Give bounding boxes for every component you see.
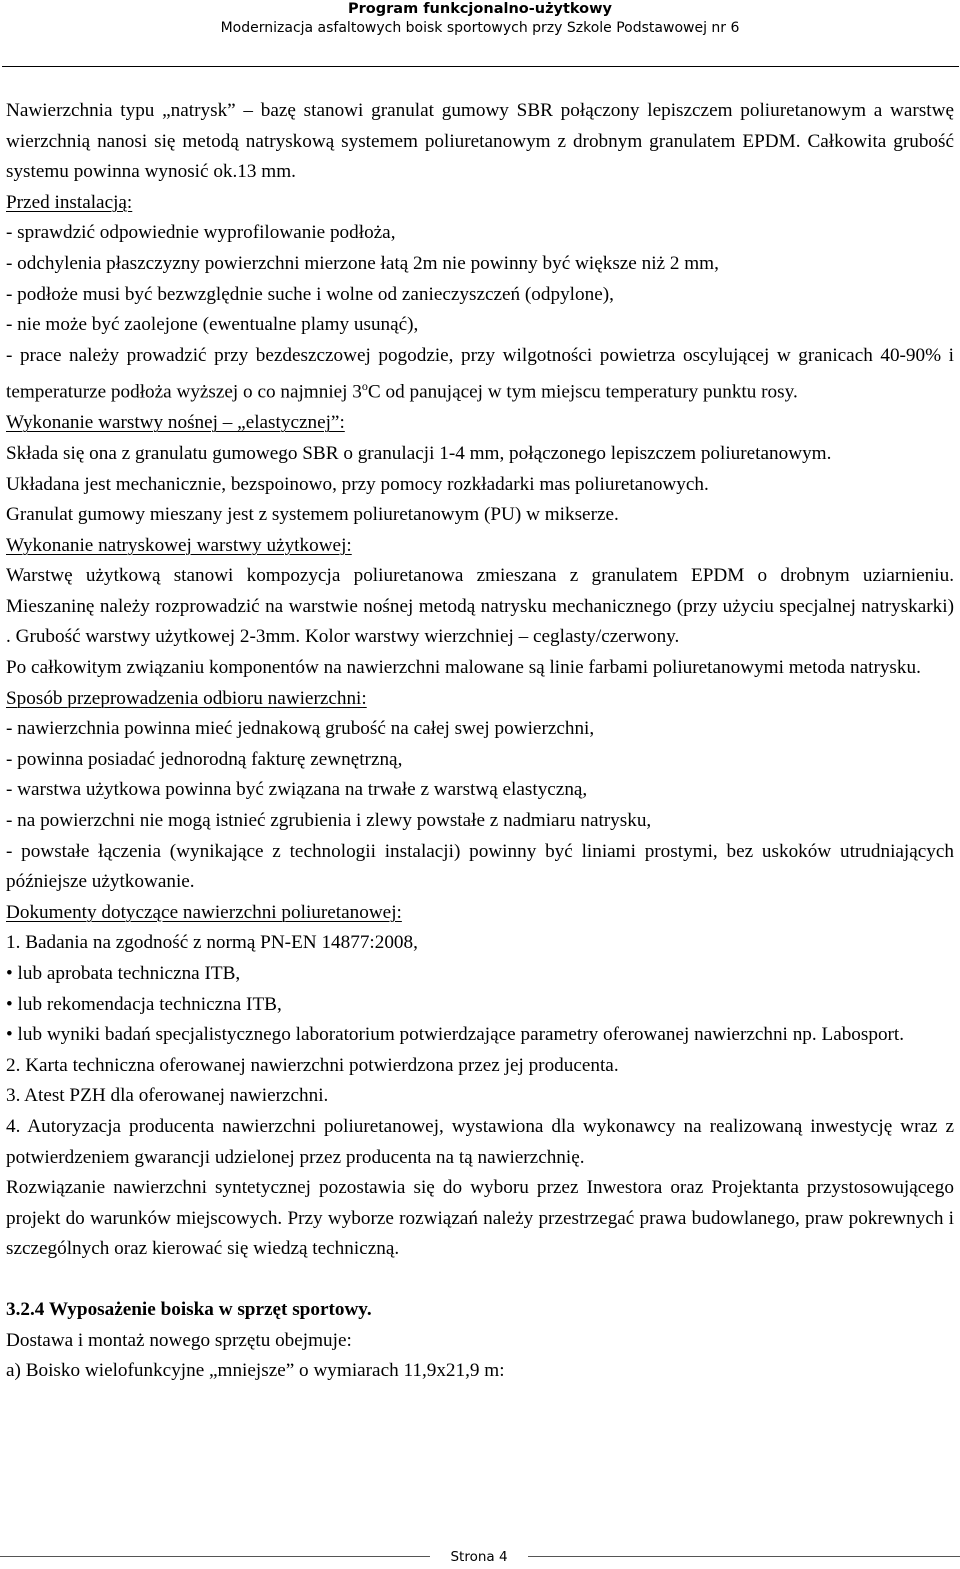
footer-divider-left: [0, 1556, 430, 1557]
elastic-layer-heading: Wykonanie warstwy nośnej – „elastycznej”:: [6, 412, 345, 434]
page-header: [0, 0, 960, 68]
list-item: - powstałe łączenia (wynikające z technologii instalacji) powinny być liniami prostymi, bez uskoków utrudniających późniejsze użytkowanie.: [6, 840, 954, 893]
closing-paragraph: Rozwiązanie nawierzchni syntetycznej pozostawia się do wyboru przez Inwestora oraz Projektanta przystosowującego projekt do warunków miejscowych. Przy wyborze rozwiązań należy przestrzegać prawa budowlanego, praw pokrewnych i szczególnych oraz kierować się wiedzą techniczną.: [6, 1177, 954, 1260]
list-item: 2. Karta techniczna oferowanej nawierzchni potwierdzona przez jej producenta.: [6, 1054, 619, 1076]
footer-divider-right: [528, 1556, 960, 1557]
list-item: - warstwa użytkowa powinna być związana na trwałe z warstwą elastyczną,: [6, 779, 588, 801]
weather-item-start: - prace należy prowadzić przy bezdeszczowej pogodzie, przy wilgotności powietrza oscylującej w granicach 40-90% i temperaturze podłoża wyższej o co najmniej 3: [6, 344, 954, 403]
section-spacer: [6, 1265, 954, 1295]
list-item: - sprawdzić odpowiednie wyprofilowanie podłoża,: [6, 222, 396, 244]
delivery-paragraph: Dostawa i montaż nowego sprzętu obejmuje:: [6, 1329, 352, 1351]
document-subtitle: Modernizacja asfaltowych boisk sportowych przy Szkole Podstawowej nr 6: [220, 20, 740, 36]
list-item: - powinna posiadać jednorodną fakturę zewnętrzną,: [6, 748, 403, 770]
list-item: - na powierzchni nie mogą istnieć zgrubienia i zlewy powstałe z nadmiaru natrysku,: [6, 810, 652, 832]
page-footer: [0, 1546, 960, 1569]
list-item: - odchylenia płaszczyzny powierzchni mierzone łatą 2m nie powinny być większe niż 2 mm,: [6, 252, 719, 274]
degree-superscript: o: [361, 379, 368, 394]
acceptance-heading: Sposób przeprowadzenia odbioru nawierzchni:: [6, 687, 367, 709]
list-item: 1. Badania na zgodność z normą PN-EN 14877:2008,: [6, 932, 418, 954]
spray-layer-heading: Wykonanie natryskowej warstwy użytkowej:: [6, 534, 352, 556]
list-item: • lub aprobata techniczna ITB,: [6, 963, 241, 985]
weather-item-end: C od panującej w tym miejscu temperatury punktu rosy.: [367, 381, 798, 403]
section-heading: 3.2.4 Wyposażenie boiska w sprzęt sportowy.: [6, 1298, 372, 1320]
elastic-paragraph: Granulat gumowy mieszany jest z systemem poliuretanowym (PU) w mikserze.: [6, 504, 619, 526]
before-install-heading: Przed instalacją:: [6, 191, 133, 213]
list-item: • lub wyniki badań specjalistycznego laboratorium potwierdzające parametry oferowanej nawierzchni np. Labosport.: [6, 1024, 905, 1046]
intro-paragraph: Nawierzchnia typu „natrysk” – bazę stanowi granulat gumowy SBR połączony lepiszczem poliuretanowym a warstwę wierzchnią nanosi się metodą natryskową systemem poliuretanowym z drobnym granulatem EPDM. Całkowita grubość systemu powinna wynosić ok.13 mm.: [6, 100, 954, 183]
list-item: - nie może być zaolejone (ewentualne plamy usunąć),: [6, 314, 419, 336]
page-body: [6, 96, 954, 1387]
header-divider: [2, 66, 959, 67]
elastic-paragraph: Układana jest mechanicznie, bezspoinowo, przy pomocy rozkładarki mas poliuretanowych.: [6, 473, 709, 495]
list-item: • lub rekomendacja techniczna ITB,: [6, 993, 282, 1015]
list-item: 3. Atest PZH dla oferowanej nawierzchni.: [6, 1085, 329, 1107]
list-item: - nawierzchnia powinna mieć jednakową grubość na całej swej powierzchni,: [6, 718, 595, 740]
elastic-paragraph: Składa się ona z granulatu gumowego SBR o granulacji 1-4 mm, połączonego lepiszczem poliuretanowym.: [6, 442, 832, 464]
document-title: Program funkcjonalno-użytkowy: [348, 1, 612, 17]
equipment-item-a: a) Boisko wielofunkcyjne „mniejsze” o wymiarach 11,9x21,9 m:: [6, 1360, 505, 1382]
documents-heading: Dokumenty dotyczące nawierzchni poliuretanowej:: [6, 901, 402, 923]
list-item: 4. Autoryzacja producenta nawierzchni poliuretanowej, wystawiona dla wykonawcy na realizowaną inwestycję wraz z potwierdzeniem gwarancji udzielonej przez producenta na tą nawierzchnię.: [6, 1115, 954, 1168]
spray-paragraph: Warstwę użytkową stanowi kompozycja poliuretanowa zmieszana z granulatem EPDM o drobnym uziarnieniu. Mieszaninę należy rozprowadzić na warstwie nośnej metodą natrysku mechanicznego (przy użyciu specjalnej natryskarki) . Grubość warstwy użytkowej 2-3mm. Kolor warstwy wierzchniej – ceglasty/czerwony.: [6, 565, 954, 648]
weather-item: [6, 341, 954, 409]
spray-paragraph: Po całkowitym związaniu komponentów na nawierzchni malowane są linie farbami poliuretanowymi metoda natrysku.: [6, 657, 921, 679]
page-number: Strona 4: [450, 1549, 508, 1565]
list-item: - podłoże musi być bezwzględnie suche i wolne od zanieczyszczeń (odpylone),: [6, 283, 614, 305]
